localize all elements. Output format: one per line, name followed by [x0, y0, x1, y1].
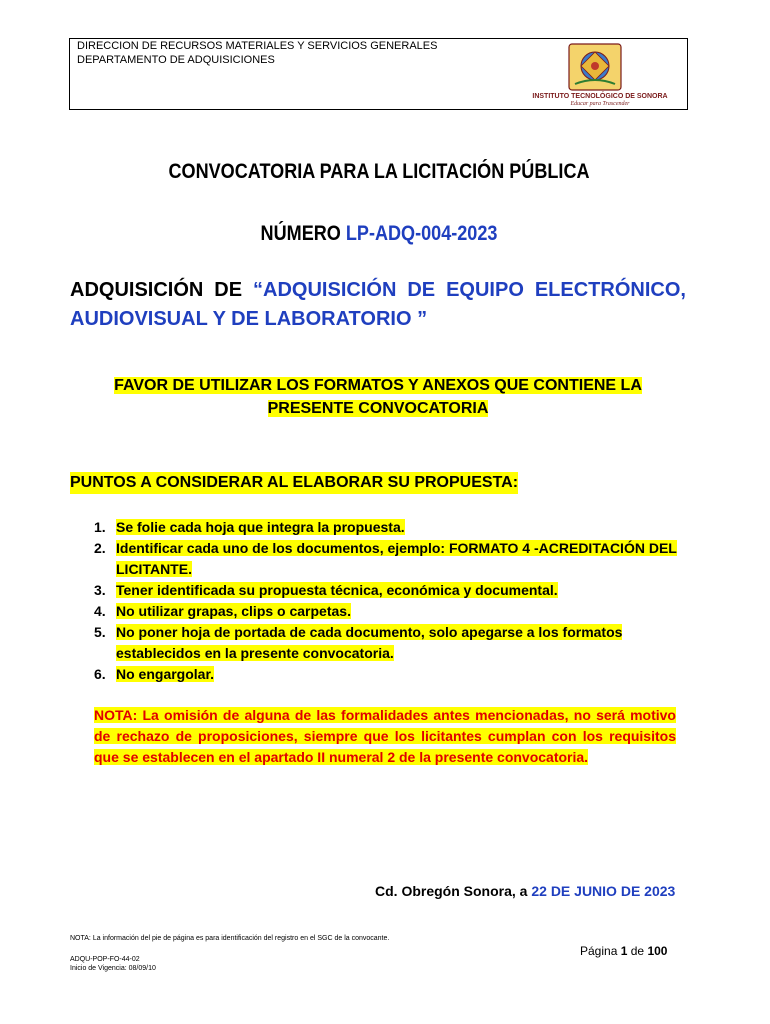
- logo-slogan: Educar para Trascender: [570, 101, 630, 107]
- document-title: CONVOCATORIA PARA LA LICITACIÓN PÚBLICA: [168, 160, 590, 183]
- subject-word: “ADQUISICIÓN: [253, 279, 397, 301]
- list-item-text: No utilizar grapas, clips o carpetas.: [116, 603, 351, 619]
- subject-word: ELECTRÓNICO,: [534, 279, 686, 301]
- subject-line-2: AUDIOVISUAL Y DE LABORATORIO ”: [70, 308, 428, 330]
- list-item-text: Identificar cada uno de los documentos, ejemplo: FORMATO 4 -ACREDITACIÓN DEL LICITANTE.: [116, 540, 677, 577]
- seal-icon: [567, 42, 623, 92]
- page-number: [580, 944, 667, 958]
- notice-line-1: FAVOR DE UTILIZAR LOS FORMATOS Y ANEXOS QUE CONTIENE LA: [114, 377, 642, 394]
- list-item: [94, 622, 684, 664]
- header-office-line: DEPARTAMENTO DE ADQUISICIONES: [77, 54, 275, 66]
- form-code: ADQU-POP-FO-44-02: [70, 956, 140, 963]
- institution-logo: [520, 42, 680, 108]
- list-item-text: Se folie cada hoja que integra la propuesta.: [116, 519, 405, 535]
- tender-number: [53, 222, 705, 246]
- page-total: 100: [647, 944, 668, 958]
- subject-word: DE: [407, 279, 436, 301]
- place: Cd. Obregón Sonora, a: [375, 883, 528, 899]
- list-item: [94, 664, 684, 685]
- footer-note: NOTA: La información del pie de página es para identificación del registro en el SGC de la convocante.: [70, 935, 390, 942]
- omission-note: [94, 705, 676, 768]
- header-department-line: DIRECCION DE RECURSOS MATERIALES Y SERVICIOS GENERALES: [77, 40, 438, 52]
- date: 22 DE JUNIO DE 2023: [531, 883, 676, 899]
- subject-word: EQUIPO: [446, 279, 524, 301]
- document-header: [69, 38, 688, 110]
- form-effective-date: Inicio de Vigencia: 08/09/10: [70, 965, 156, 972]
- list-item: [94, 601, 684, 622]
- points-heading: PUNTOS A CONSIDERAR AL ELABORAR SU PROPUESTA:: [70, 472, 518, 494]
- list-item-number: 2.: [94, 540, 106, 556]
- logo-title: INSTITUTO TECNOLÓGICO DE SONORA: [532, 93, 668, 100]
- list-item: [94, 580, 684, 601]
- list-item-text: No engargolar.: [116, 666, 215, 682]
- notice-line-2: PRESENTE CONVOCATORIA: [267, 400, 489, 417]
- page-of: de: [630, 944, 645, 958]
- tender-subject: [70, 276, 686, 334]
- list-item: [94, 517, 684, 538]
- formats-notice: [70, 374, 686, 420]
- page-current: 1: [620, 944, 628, 958]
- tender-number-value: LP-ADQ-004-2023: [345, 222, 498, 245]
- list-item-number: 4.: [94, 603, 106, 619]
- subject-word: ADQUISICIÓN: [70, 279, 204, 301]
- list-item-number: 1.: [94, 519, 106, 535]
- list-item-number: 6.: [94, 666, 106, 682]
- list-item-number: 5.: [94, 624, 106, 640]
- subject-word: DE: [214, 279, 243, 301]
- page-prefix: Página: [580, 944, 618, 958]
- points-list: [94, 517, 684, 685]
- list-item-text: Tener identificada su propuesta técnica, económica y documental.: [116, 582, 558, 598]
- list-item-number: 3.: [94, 582, 106, 598]
- omission-note-text: NOTA: La omisión de alguna de las formalidades antes mencionadas, no será motivo de rechazo de proposiciones, siempre que los licitantes cumplan con los requisitos que se establecen en el apartado II numeral 2 de la presente convocatoria.: [94, 707, 676, 765]
- list-item-text: No poner hoja de portada de cada documento, solo apegarse a los formatos establecidos en la presente convocatoria.: [116, 624, 623, 661]
- list-item: [94, 538, 684, 580]
- place-and-date: [375, 882, 675, 900]
- tender-number-prefix: NÚMERO: [260, 222, 341, 245]
